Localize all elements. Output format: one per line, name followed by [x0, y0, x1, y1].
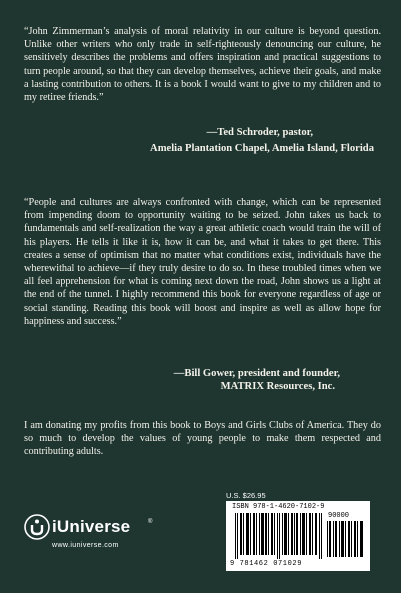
barcode-box [226, 501, 370, 571]
publisher-logo [24, 514, 154, 552]
barcode-addon-number: 90000 [328, 512, 350, 520]
price-label: U.S. $26.95 [226, 491, 266, 500]
testimonial-attribution-2-affiliation: MATRIX Resources, Inc. [220, 381, 335, 392]
testimonial-attribution-1-name: —Ted Schroder, pastor, [206, 127, 313, 138]
isbn-text: ISBN 978-1-4620-7102-9 [232, 503, 325, 511]
testimonial-quote-2: “People and cultures are always confronted with change, which can be represented from impending doom to opportunity waiting to be seized. John takes us back to fundamentals and self-realization the way a great athletic coach would train the will of his players. He tells it like it is, how it can be, and what it takes to get there. This creates a sense of optimism that no matter what conditions exist, individuals have the wherewithal to achieve—if they truly desire to do so. In these troubled times when we all feel apprehension for what is coming next down the road, John shows us a light at the end of the tunnel. I highly recommend this book for everyone regardless of age or social standing. Reading this book will boost and inspire as well as allow hope for happiness and success.” [24, 197, 381, 327]
publisher-name: iUniverse [52, 517, 131, 536]
registered-mark: ® [148, 519, 153, 525]
testimonial-attribution-2-name: —Bill Gower, president and founder, [173, 368, 340, 379]
iuniverse-logo-icon [24, 514, 50, 540]
donation-note: I am donating my profits from this book to Boys and Girls Clubs of America. They do so much to develop the values of young people to make them respected and contributing adults. [24, 420, 381, 458]
barcode-number: 9 781462 071029 [230, 560, 303, 568]
testimonial-quote-1: “John Zimmerman’s analysis of moral relativity in our culture is beyond question. Unlike other writers who only trade in self-righteously denouncing our culture, he sensitively describes the problems and offers inspiration and practical suggestions to turn people around, so that they can develop themselves, achieve their goals, and make a lasting contribution to others. It is a book I would want to give to my children and to my retiree friends.” [24, 26, 381, 104]
testimonial-attribution-1-affiliation: Amelia Plantation Chapel, Amelia Island, Florida [150, 143, 374, 154]
isbn-barcode [234, 513, 324, 559]
publisher-url: www.iuniverse.com [52, 542, 119, 549]
addon-barcode [327, 521, 365, 557]
